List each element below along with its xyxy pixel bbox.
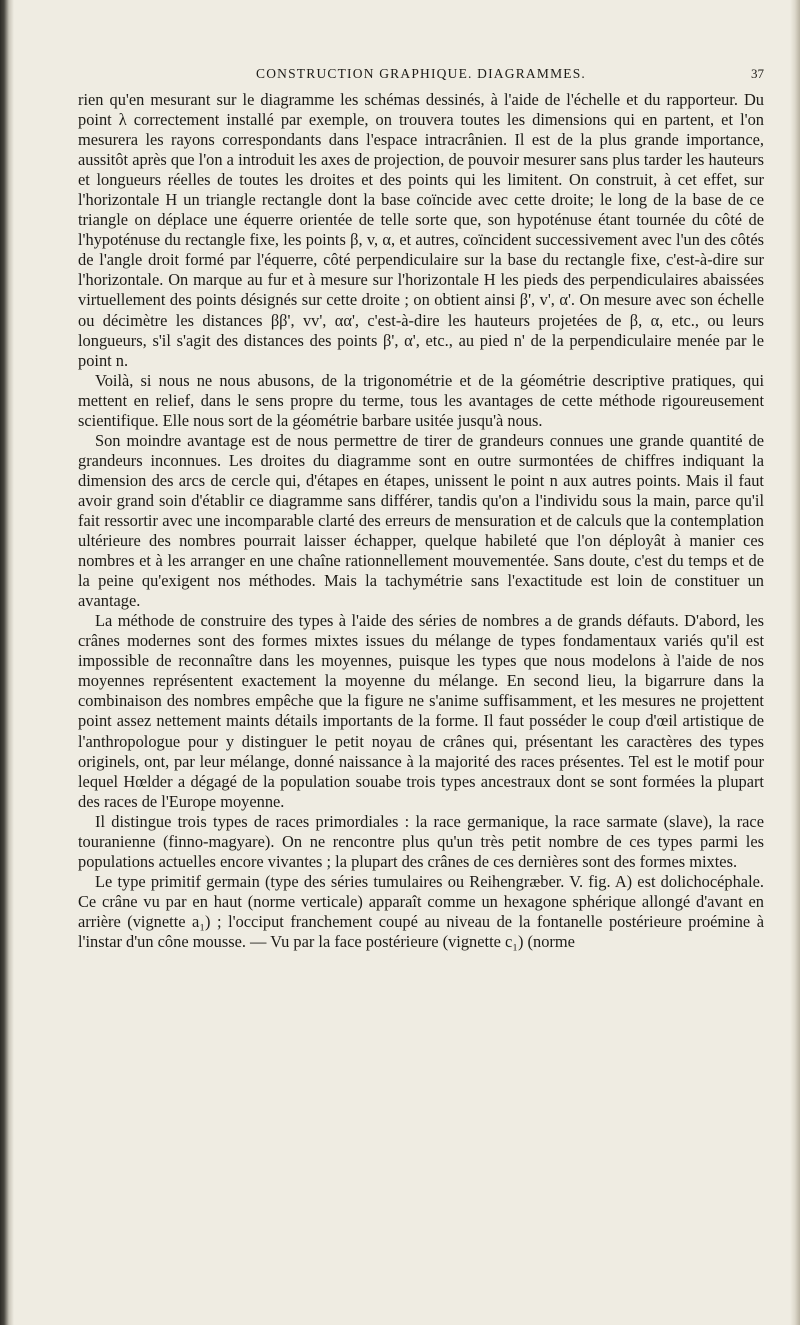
running-title: CONSTRUCTION GRAPHIQUE. DIAGRAMMES.: [255, 66, 586, 81]
page-number: 37: [751, 66, 764, 81]
paragraph-4: La méthode de construire des types à l'aide des séries de nombres a de grands défauts. D'abord, les crânes modernes sont des formes mixtes issues du mélange de types fondamentaux variés qu'il est impossible de reconnaître dans les moyennes, puisque les types que nous modelons à l'aide de nos moyennes représentent exactement la moyenne du mélange. En second lieu, la bigarrure dans la combinaison des nombres empêche que la figure ne s'anime suffisamment, et les mesures ne projettent point assez nettement maints détails importants de la forme. Il faut posséder le coup d'œil artistique de l'anthropologue pour y distinguer le petit noyau de crânes qui, présentant les caractères des types originels, ont, par leur mélange, donné naissance à la majorité des races présentes. Tel est le motif pour lequel Hœlder a dégagé de la population souabe trois types ancestraux dont se sont formées la plupart des races de l'Europe moyenne.: [78, 611, 764, 811]
paragraph-2: Voilà, si nous ne nous abusons, de la trigonométrie et de la géométrie descriptive pratiques, qui mettent en relief, dans le sens propre du terme, tous les avantages de cette méthode rigoureusement scientifique. Elle nous sort de la géométrie barbare usitée jusqu'à nous.: [78, 370, 764, 430]
book-page: [78, 66, 764, 952]
paragraph-3: Son moindre avantage est de nous permettre de tirer de grandeurs connues une grande quantité de grandeurs inconnues. Les droites du diagramme sont en outre surmontées de chiffres indiquant la dimension des arcs de cercle qui, d'étapes en étapes, unissent le point n aux autres points. Mais il faut avoir grand soin d'établir ce diagramme sans différer, tandis qu'on a l'individu sous la main, parce qu'il fait ressortir avec une incomparable clarté des erreurs de mensuration et de calculs que la contemplation ultérieure des nombres pourrait laisser échapper, quelque habileté que l'on déployât à manier ces nombres et à les arranger en une chaîne rationnellement mouvementée. Sans doute, c'est du temps et de la peine qu'exigent nos méthodes. Mais la tachymétrie sans l'exactitude est loin de constituer un avantage.: [78, 430, 764, 611]
paragraph-5: Il distingue trois types de races primordiales : la race germanique, la race sarmate (slave), la race touranienne (finno-magyare). On ne rencontre plus qu'un très petit nombre de ces types parmi les populations actuelles encore vivantes ; la plupart des crânes de ces dernières sont des formes mixtes.: [78, 811, 764, 871]
scan-shadow-right: [790, 0, 800, 1325]
paragraph-6: Le type primitif germain (type des séries tumulaires ou Reihengræber. V. fig. A) est dolichocéphale. Ce crâne vu par en haut (norme verticale) apparaît comme un hexagone sphérique allongé d'avant en arrière (vignette a₁) ; l'occiput franchement coupé au niveau de la fontanelle postérieure proémine à l'instar d'un cône mousse. — Vu par la face postérieure (vignette c₁) (norme: [78, 871, 764, 951]
paragraph-1: rien qu'en mesurant sur le diagramme les schémas dessinés, à l'aide de l'échelle et du rapporteur. Du point λ correctement installé par exemple, on trouvera toutes les dimensions qui en partent, et l'on mesurera les rayons correspondants dans l'espace intracrânien. Il est de la plus grande importance, aussitôt après que l'on a introduit les axes de projection, de pouvoir mesurer sans plus tarder les hauteurs et longueurs réelles de toutes les droites et des points qui les limitent. On construit, à cet effet, sur l'horizontale H un triangle rectangle dont la base coïncide avec cette droite; le long de la base de ce triangle on déplace une équerre orientée de telle sorte que, son hypoténuse étant tournée du côté de l'hypoténuse du rectangle fixe, les points β, v, α, et autres, coïncident successivement avec l'un des côtés de l'angle droit formé par l'équerre, côté perpendiculaire sur la base du rectangle fixe, c'est-à-dire sur l'horizontale. On marque au fur et à mesure sur l'horizontale H les pieds des perpendiculaires abaissées virtuellement des points désignés sur cette droite ; on obtient ainsi β', v', α'. On mesure avec son échelle ou décimètre les distances ββ', vv', αα', c'est-à-dire les hauteurs projetées de β, α, etc., ou leurs longueurs, s'il s'agit des distances des points β', α', etc., au pied n' de la perpendiculaire menée par le point n.: [78, 90, 764, 370]
body-text: [78, 90, 764, 952]
running-header: [78, 66, 764, 90]
scan-shadow-left: [0, 0, 14, 1325]
